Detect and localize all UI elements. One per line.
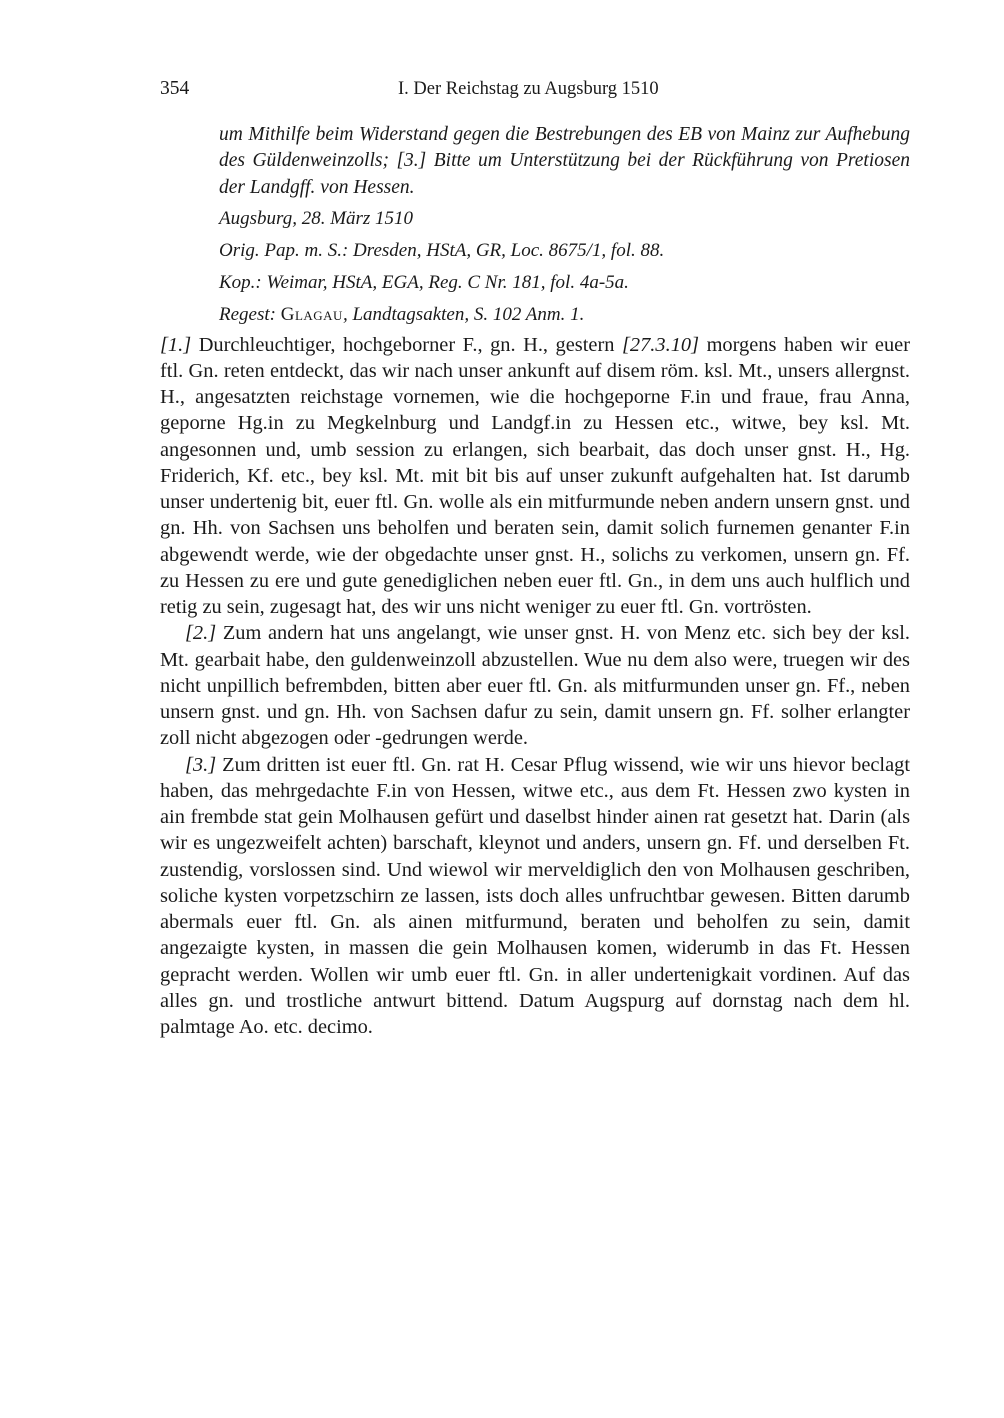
letter-body <box>160 332 910 1041</box>
regest-line <box>219 302 910 328</box>
document-header <box>219 122 910 329</box>
regest-label: Regest: <box>219 304 276 326</box>
paragraph-text: Zum andern hat uns angelangt, wie unser gnst. H. von Menz etc. sich bey der ksl. Mt. gearbait habe, den guldenweinzoll abzustellen. Wue nu dem also were, truegen wir des nicht unpillich befrembden, bitten aber euer ftl. Gn. als mitfurmunden unser gn. Ff., neben unsern gnst. und gn. Hh. von Sachsen dafur zu sein, damit unsern gn. Ff. solher erlangter zoll nicht abgezogen oder -gedrungen werde. <box>160 622 910 750</box>
running-head <box>160 78 910 110</box>
regest-author: Glagau <box>280 304 343 326</box>
copy-source: Kop.: Weimar, HStA, EGA, Reg. C Nr. 181, fol. 4a-5a. <box>219 272 629 294</box>
document-date: Augsburg, 28. März 1510 <box>219 208 414 230</box>
paragraph-text: Zum dritten ist euer ftl. Gn. rat H. Cesar Pflug wissend, wie wir uns hievor beclagt haben, das mehrgedachte F.in von Hessen, witwe etc., aus dem Ft. Hessen zwo kysten in ain frembde stat gein Molhausen gefürt und daselbst hinder ainen rat gesetzt hat. Darin (als wir es ungezweifelt achten) barschaft, kleynot und anders, unsern gn. Ff. und derselben Ft. zustendig, vorslossen sind. Und wiewol wir merveldiglich den von Molhausen geschriben, soliche kysten vorpetzschirn ze lassen, ists doch alles unfruchtbar gewesen. Bitten darumb abermals euer ftl. Gn. als ainen mitfurmund, beraten und beholfen zu sein, damit angezaigte kysten, in massen die gein Molhausen komen, widerumb in das Ft. Hessen gepracht werden. Wollen wir umb euer ftl. Gn. in aller undertenigkait vordinen. Auf das alles gn. und trostliche antwurt bittend. Datum Augspurg auf dornstag nach dem hl. palmtage Ao. etc. decimo. <box>160 753 910 1039</box>
date-reference: [27.3.10] <box>621 333 700 356</box>
regest-reference: , Landtagsakten, S. 102 Anm. 1. <box>342 304 585 326</box>
paragraph-marker: [3.] <box>185 753 217 776</box>
original-source: Orig. Pap. m. S.: Dresden, HStA, GR, Loc. 8675/1, fol. 88. <box>219 240 665 262</box>
paragraph-3 <box>160 752 910 1041</box>
document-summary: um Mithilfe beim Widerstand gegen die Bestrebungen des EB von Mainz zur Aufhebung des Güldenweinzolls; [3.] Bitte um Unterstützung bei der Rückführung von Pretiosen der Landgff. von Hessen. <box>219 124 910 198</box>
paragraph-2 <box>160 620 910 751</box>
paragraph-text: Durchleuchtiger, hochgeborner F., gn. H., gestern <box>191 333 622 356</box>
document-page <box>160 78 910 1040</box>
paragraph-text: morgens haben wir euer ftl. Gn. reten entdeckt, das wir nach unser ankunft auf disem röm. ksl. Mt., unsers allergnst. H., angesatzten reichstage vornemen, wie die hochgeporne F.in und fraue, frau Anna, geporne Hg.in zu Megkelnburg und Landgf.in zu Hessen etc., witwe, bey ksl. Mt. angesonnen und, umb session zu erlangen, sich bearbait, das doch unser gnst. H., Hg. Friderich, Kf. etc., bey ksl. Mt. mit bit bis auf unser zukunft aufgehalten hat. Ist darumb unser undertenig bit, euer ftl. Gn. wolle als ein mitfurmunde neben andern unsern gnst. und gn. Hh. von Sachsen uns beholfen und beraten sein, damit solich furnemen genanter F.in abgewendt werde, wie der obgedachte unser gnst. H., solichs zu verkomen, unsern gn. Ff. zu Hessen zu ere und gute genediglichen neben euer ftl. Gn., in dem uns auch hulflich und retig zu sein, zugesagt hat, des wir uns nicht weniger zu euer ftl. Gn. vortrösten. <box>160 333 910 619</box>
paragraph-marker: [1.] <box>160 333 192 356</box>
page-number: 354 <box>160 78 190 99</box>
paragraph-marker: [2.] <box>185 622 217 645</box>
running-head-title: I. Der Reichstag zu Augsburg 1510 <box>398 79 659 99</box>
paragraph-1 <box>160 332 910 621</box>
